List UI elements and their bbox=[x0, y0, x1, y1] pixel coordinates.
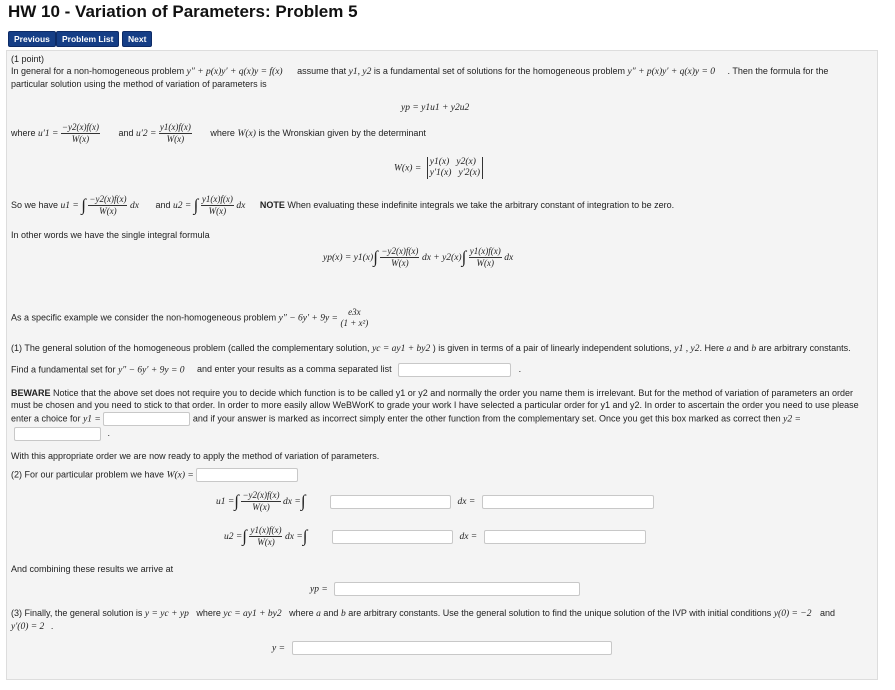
part1-text bbox=[11, 342, 873, 363]
denominator: W(x) bbox=[71, 134, 90, 144]
equation: u′1 = bbox=[38, 128, 59, 139]
note-label: NOTE bbox=[259, 199, 285, 210]
text: is a fundamental set of solutions for the homogeneous problem bbox=[373, 66, 625, 76]
integral-sign: ∫ bbox=[302, 526, 308, 546]
denominator: W(x) bbox=[166, 134, 185, 144]
text: and bbox=[155, 199, 171, 210]
integral-sign: ∫ bbox=[193, 195, 199, 215]
numerator: e3x bbox=[348, 307, 361, 317]
text: enter a choice for bbox=[11, 413, 81, 424]
equation: y″ + p(x)y′ + q(x)y = 0 bbox=[627, 67, 716, 77]
numerator: −y2(x)f(x) bbox=[61, 122, 99, 132]
dx-equals: dx = bbox=[457, 496, 476, 507]
equation: y1 , y2 bbox=[674, 344, 700, 354]
beware-line-1 bbox=[11, 387, 873, 399]
single-integral-formula bbox=[11, 246, 873, 307]
text: are arbitrary constants. bbox=[758, 343, 851, 353]
fraction bbox=[469, 246, 502, 269]
text: is the Wronskian given by the determinant bbox=[258, 127, 426, 138]
equation: dx + y2(x) bbox=[421, 252, 462, 263]
fraction bbox=[340, 307, 368, 329]
part3-text bbox=[11, 607, 873, 620]
other-words: In other words we have the single integral formula bbox=[11, 230, 210, 240]
yp-formula-line bbox=[11, 101, 873, 122]
denominator: (1 + x²) bbox=[340, 318, 369, 328]
text: where bbox=[11, 127, 36, 138]
integral-sign: ∫ bbox=[373, 247, 378, 267]
text: assume that bbox=[297, 66, 347, 76]
wronskian-determinant bbox=[11, 157, 873, 194]
part2-text bbox=[11, 468, 873, 490]
numerator: −y2(x)f(x) bbox=[381, 246, 419, 256]
problem-panel bbox=[6, 50, 878, 680]
u2-integrand-input[interactable] bbox=[332, 530, 453, 544]
yp-equals: yp = bbox=[310, 584, 328, 595]
u1-integrand-input[interactable] bbox=[330, 495, 451, 509]
denominator: W(x) bbox=[99, 206, 117, 216]
equation: W(x) = bbox=[394, 163, 422, 174]
text: . Then the formula for the bbox=[727, 66, 829, 76]
equation: y″ − 6y′ + 9y = 0 bbox=[118, 365, 185, 376]
equation: u1 = bbox=[60, 200, 82, 211]
equation: u′2 = bbox=[136, 128, 157, 139]
numerator: −y2(x)f(x) bbox=[89, 194, 127, 204]
numerator: y1(x)f(x) bbox=[469, 246, 501, 256]
find-fundamental-set bbox=[11, 363, 873, 387]
denominator: W(x) bbox=[252, 502, 270, 512]
denominator: W(x) bbox=[208, 206, 227, 216]
page-title: HW 10 - Variation of Parameters: Problem 5 bbox=[8, 2, 358, 21]
numerator: −y2(x)f(x) bbox=[242, 490, 280, 500]
equation: W(x) = bbox=[166, 470, 194, 481]
equation: y2 = bbox=[783, 414, 801, 425]
text: . Here bbox=[699, 343, 724, 353]
with-text: With this appropriate order we are now ready to apply the method of variation of parameters. bbox=[11, 451, 380, 461]
text: and enter your results as a comma separated list bbox=[197, 364, 392, 375]
equation: y(0) = −2 bbox=[773, 609, 812, 619]
equation: y″ + p(x)y′ + q(x)y = f(x) bbox=[186, 67, 283, 77]
text: (2) For our particular problem we have bbox=[11, 469, 165, 480]
integral-sign: ∫ bbox=[234, 491, 239, 511]
y-line bbox=[11, 641, 873, 661]
fraction bbox=[88, 194, 127, 217]
text: and bbox=[118, 127, 134, 138]
text: Find a fundamental set for bbox=[11, 364, 116, 375]
fraction bbox=[241, 490, 280, 513]
beware-line-3 bbox=[11, 412, 873, 427]
fraction bbox=[61, 122, 100, 145]
u1-result-input[interactable] bbox=[482, 495, 654, 509]
y-equals: y = bbox=[272, 643, 286, 654]
points: (1 point) bbox=[11, 54, 45, 64]
yp-formula: yp = y1u1 + y2u2 bbox=[401, 103, 470, 113]
y1-input[interactable] bbox=[103, 412, 190, 426]
text: ) is given in terms of a pair of linearly independent solutions, bbox=[432, 343, 672, 353]
u2-result-input[interactable] bbox=[484, 530, 646, 544]
integral-sign: ∫ bbox=[242, 526, 247, 546]
problem-list-button[interactable]: Problem List bbox=[56, 31, 119, 47]
equation: dx bbox=[236, 200, 246, 211]
y-solution-input[interactable] bbox=[292, 641, 612, 655]
denominator: W(x) bbox=[257, 537, 275, 547]
text: and bbox=[733, 343, 749, 353]
integral-sign: ∫ bbox=[81, 195, 86, 215]
equation: b bbox=[751, 344, 757, 354]
equation: y1 = bbox=[83, 414, 101, 425]
equation: y′(0) = 2 bbox=[11, 622, 45, 632]
text: As a specific example we consider the non-homogeneous problem bbox=[11, 312, 277, 323]
matrix-row: y′1(x) y′2(x) bbox=[429, 168, 481, 178]
where-line bbox=[11, 122, 873, 157]
equation: a bbox=[316, 609, 321, 619]
text: and bbox=[323, 608, 339, 618]
denominator: W(x) bbox=[476, 258, 494, 268]
u2-row bbox=[11, 525, 873, 563]
equation: u2 = bbox=[173, 200, 194, 211]
equation: dx = bbox=[283, 496, 301, 507]
fraction bbox=[380, 246, 419, 269]
text: (3) Finally, the general solution is bbox=[11, 608, 143, 618]
y2-input-line bbox=[11, 427, 873, 450]
equation: W(x) bbox=[237, 128, 256, 139]
text: In general for a non-homogeneous problem bbox=[11, 66, 185, 76]
text: (1) The general solution of the homogeneous problem (called the complementary solution, bbox=[11, 343, 370, 353]
text: So we have bbox=[11, 199, 59, 210]
equation: yc = ay1 + by2 bbox=[372, 344, 431, 354]
numerator: y1(x)f(x) bbox=[250, 525, 282, 535]
equation: b bbox=[340, 609, 346, 619]
determinant-matrix bbox=[427, 157, 483, 179]
text: Notice that the above set does not require you to decide which function is to be called y1 or y2 and normally the order you name them is irrelevant. But for the method of variation of parameters an order bbox=[53, 388, 853, 398]
integral-sign: ∫ bbox=[300, 491, 306, 511]
equation: y1, y2 bbox=[348, 67, 372, 77]
y2-input[interactable] bbox=[14, 427, 101, 441]
part3-line-2 bbox=[11, 620, 873, 641]
intro-line-2: particular solution using the method of variation of parameters is bbox=[11, 79, 267, 89]
yp-input[interactable] bbox=[334, 582, 580, 596]
combining-text: And combining these results we arrive at bbox=[11, 564, 174, 574]
dx-equals: dx = bbox=[459, 531, 478, 542]
beware-line-2: must be chosen and you need to stick to that order. In order to more easily allow WeBWorK to grade your work I have selected a particular order for y1 and y2. In order to ascertain the order you need to use please bbox=[11, 400, 859, 410]
period: . bbox=[50, 621, 54, 631]
integral-sign: ∫ bbox=[461, 247, 467, 267]
yp-line bbox=[11, 582, 873, 607]
text: where bbox=[210, 127, 235, 138]
specific-example bbox=[11, 307, 873, 342]
fraction bbox=[159, 122, 192, 145]
equation: dx = bbox=[284, 531, 303, 542]
previous-button[interactable]: Previous bbox=[8, 31, 56, 47]
equation: y = yc + yp bbox=[144, 609, 189, 619]
beware-label: BEWARE bbox=[11, 388, 51, 398]
equation: yp(x) = y1(x) bbox=[323, 252, 374, 263]
denominator: W(x) bbox=[391, 258, 409, 268]
text: and bbox=[819, 608, 835, 618]
matrix-row: y1(x) y2(x) bbox=[429, 157, 476, 167]
wronskian-input[interactable] bbox=[196, 468, 298, 482]
next-button[interactable]: Next bbox=[122, 31, 152, 47]
text: where bbox=[289, 608, 314, 618]
so-we-have-line bbox=[11, 194, 873, 229]
equation: u2 = bbox=[224, 531, 243, 542]
text: where bbox=[196, 608, 221, 618]
equation: yc = ay1 + by2 bbox=[223, 609, 282, 619]
fraction bbox=[201, 194, 234, 217]
fraction bbox=[249, 525, 282, 548]
numerator: y1(x)f(x) bbox=[201, 194, 233, 204]
text: When evaluating these indefinite integrals we take the arbitrary constant of integration to be zero. bbox=[287, 199, 675, 210]
equation: a bbox=[726, 344, 732, 354]
text: and if your answer is marked as incorrect simply enter the other function from the complementary set. Once you get this box marked as correct then bbox=[192, 413, 781, 424]
numerator: y1(x)f(x) bbox=[159, 122, 191, 132]
intro-line-1 bbox=[11, 65, 873, 78]
equation: u1 = bbox=[216, 496, 235, 507]
u1-row bbox=[11, 490, 873, 525]
period: . bbox=[107, 428, 111, 439]
fundamental-set-input[interactable] bbox=[398, 363, 511, 377]
text: are arbitrary constants. Use the general solution to find the unique solution of the IVP with initial conditions bbox=[348, 608, 772, 618]
equation: dx bbox=[129, 200, 139, 211]
equation: y″ − 6y′ + 9y = bbox=[278, 313, 338, 324]
period: . bbox=[518, 364, 522, 375]
equation: dx bbox=[504, 252, 514, 263]
